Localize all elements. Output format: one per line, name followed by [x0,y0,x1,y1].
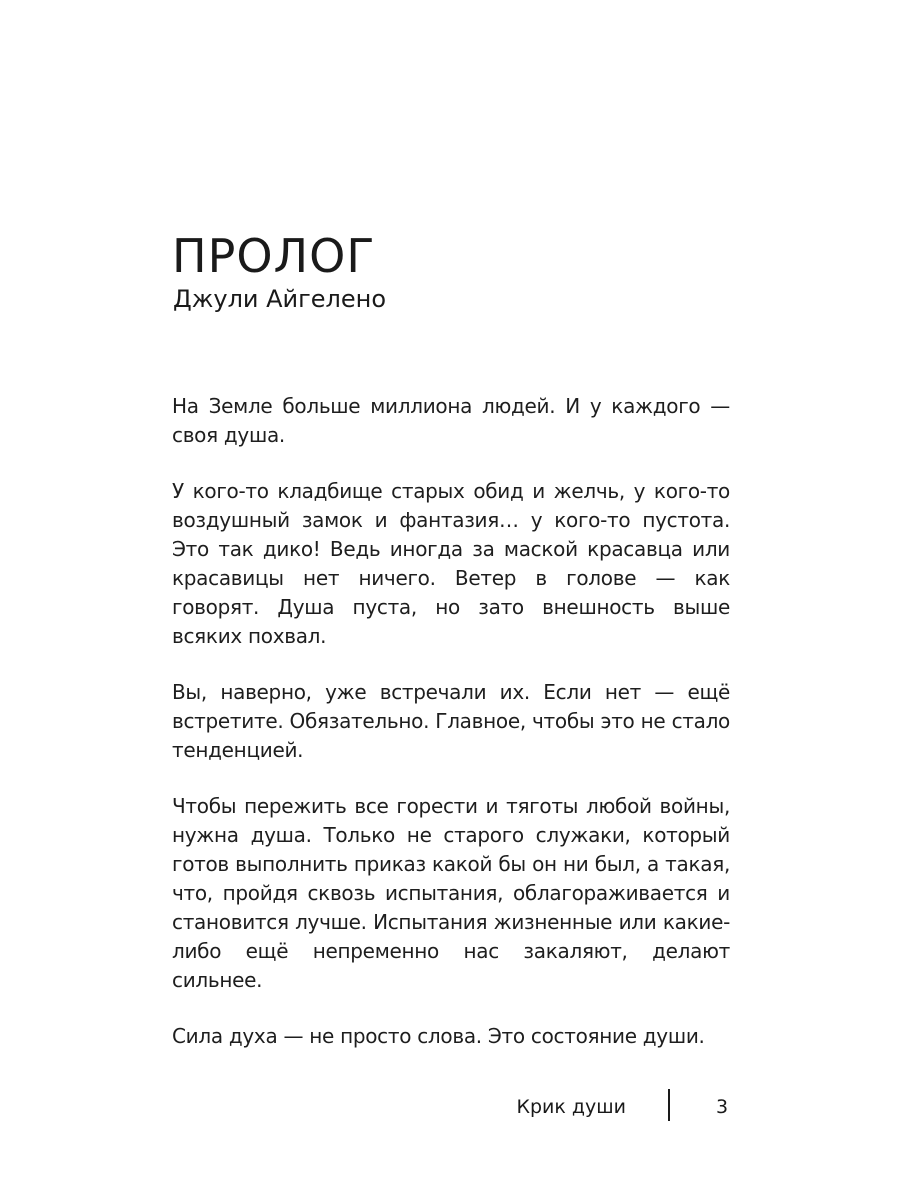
chapter-body [172,392,730,1078]
paragraph-4: Чтобы пережить все горести и тяготы любой войны, нужна душа. Только не старого служаки, который готов выполнить приказ какой бы он ни был, а такая, что, пройдя сквозь испытания, облагораживается и становится лучше. Испытания жизненные или какие-либо ещё непременно нас закаляют, делают сильнее. [172,794,730,992]
chapter-title: ПРОЛОГ [172,229,376,283]
page-number: 3 [716,1096,729,1118]
paragraph-2: У кого-то кладбище старых обид и желчь, у кого-то воздушный замок и фантазия… у кого-то пустота. Это так дико! Ведь иногда за маской красавца или красавицы нет ничего. Ветер в голове — как говорят. Душа пуста, но зато внешность выше всяких похвал. [172,479,730,648]
running-footer-title: Крик души [516,1096,626,1118]
paragraph-3: Вы, наверно, уже встречали их. Если нет — ещё встретите. Обязательно. Главное, чтобы это не стало тенденцией. [172,680,730,762]
paragraph-5: Сила духа — не просто слова. Это состояние души. [172,1024,705,1048]
chapter-author: Джули Айгелено [173,285,387,313]
paragraph-1: На Земле больше миллиона людей. И у каждого — своя душа. [172,394,730,447]
footer-divider [668,1089,670,1121]
